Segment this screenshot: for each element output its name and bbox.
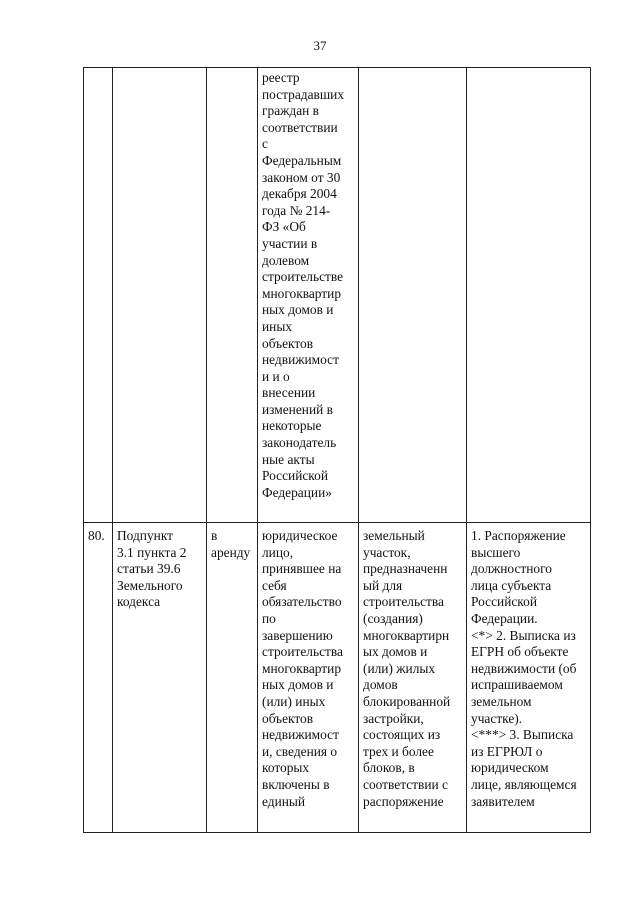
cell-provision-type: в аренду [207,523,258,833]
page-number: 37 [313,38,327,53]
cell-number [84,68,113,523]
cell-land-plot: земельный участок, предназначенн ый для строительства (создания) многоквартирн ых домов и (или) жилых домов блокированной застройки, состоящих из трех и более блоков, в соответствии с распоряжение [359,523,467,833]
cell-provision-type [207,68,258,523]
cell-documents [467,68,591,523]
table-row-continuation [84,68,591,523]
cell-legal-basis: Подпункт 3.1 пункта 2 статьи 39.6 Земельного кодекса [113,523,207,833]
table-row-80 [84,523,591,833]
cell-applicant: юридическое лицо, принявшее на себя обязательство по завершению строительства многоквартир ных домов и (или) иных объектов недвижимост и, сведения о которых включены в единый [258,523,359,833]
cell-documents: 1. Распоряжение высшего должностного лица субъекта Российской Федерации. <*> 2. Выписка из ЕГРН об объекте недвижимости (об испрашиваемом земельном участке). <***> 3. Выписка из ЕГРЮЛ о юридическом лице, являющемся заявителем [467,523,591,833]
land-documents-table [83,67,591,833]
cell-land-plot [359,68,467,523]
cell-number: 80. [84,523,113,833]
cell-legal-basis [113,68,207,523]
cell-applicant: реестр пострадавших граждан в соответствии с Федеральным законом от 30 декабря 2004 года № 214- ФЗ «Об участии в долевом строительстве многоквартир ных домов и иных объектов недвижимост и и о внесении изменений в некоторые законодатель ные акты Российской Федерации» [258,68,359,523]
